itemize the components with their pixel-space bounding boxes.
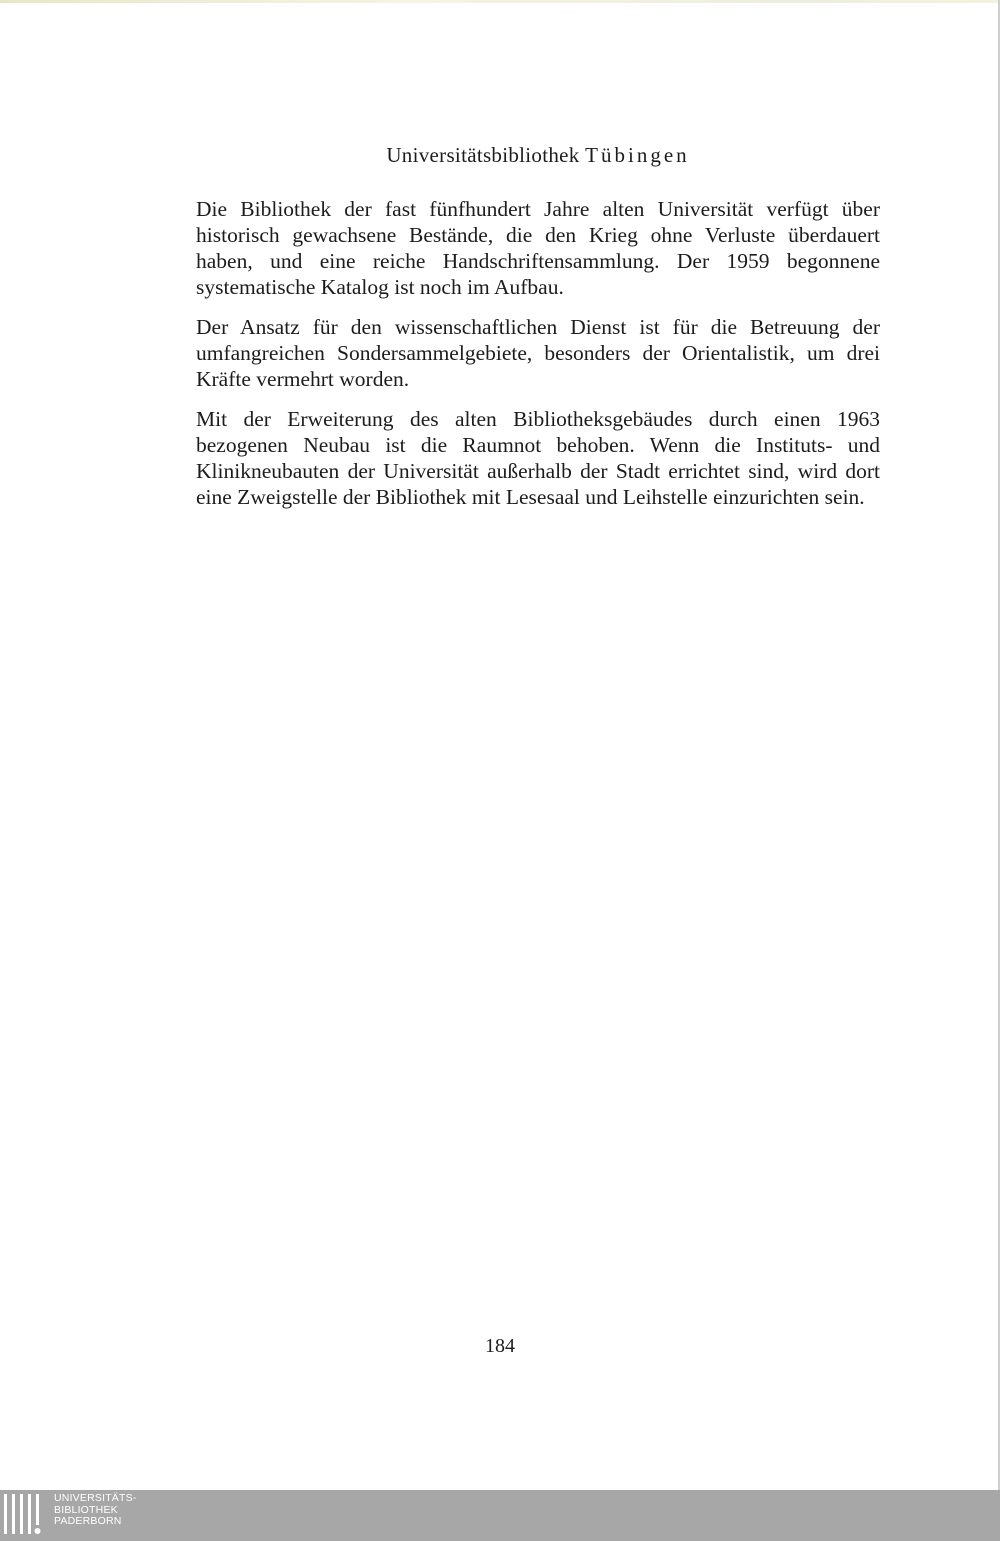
logo-line-1: UNIVERSITÄTS- bbox=[54, 1492, 137, 1504]
logo-line-2: BIBLIOTHEK bbox=[54, 1503, 118, 1516]
body-text bbox=[196, 196, 880, 524]
heading-city: Tübingen bbox=[585, 143, 690, 167]
logo-line-3: PADERBORN bbox=[54, 1515, 122, 1527]
paragraph-building: Mit der Erweiterung des alten Bibliotheksgebäudes durch einen 1963 bezogenen Neubau ist die Raumnot behoben. Wenn die Instituts- und Klinikneubauten der Universität außerhalb der Stadt errichtet sind, wird dort eine Zweigstelle der Bibliothek mit Lesesaal und Leihstelle einzurichten sein. bbox=[196, 407, 880, 509]
library-logo-icon bbox=[2, 1492, 48, 1538]
library-logo bbox=[2, 1492, 152, 1540]
paragraph-holdings: Die Bibliothek der fast fünfhundert Jahre alten Universität verfügt über historisch gewachsene Bestände, die den Krieg ohne Verluste überdauert haben, und eine reiche Handschriftensammlung. Der 1959 begonnene systematische Katalog ist noch im Aufbau. bbox=[196, 197, 880, 299]
page-heading bbox=[200, 143, 876, 168]
library-logo-text bbox=[54, 1493, 137, 1528]
paragraph-staff: Der Ansatz für den wissenschaftlichen Dienst ist für die Betreuung der umfangreichen Sondersammelgebiete, besonders der Orientalistik, um drei Kräfte vermehrt worden. bbox=[196, 315, 880, 391]
heading-library: Universitätsbibliothek bbox=[386, 143, 580, 167]
page-top-edge bbox=[0, 0, 1000, 3]
page-number: 184 bbox=[485, 1335, 515, 1357]
